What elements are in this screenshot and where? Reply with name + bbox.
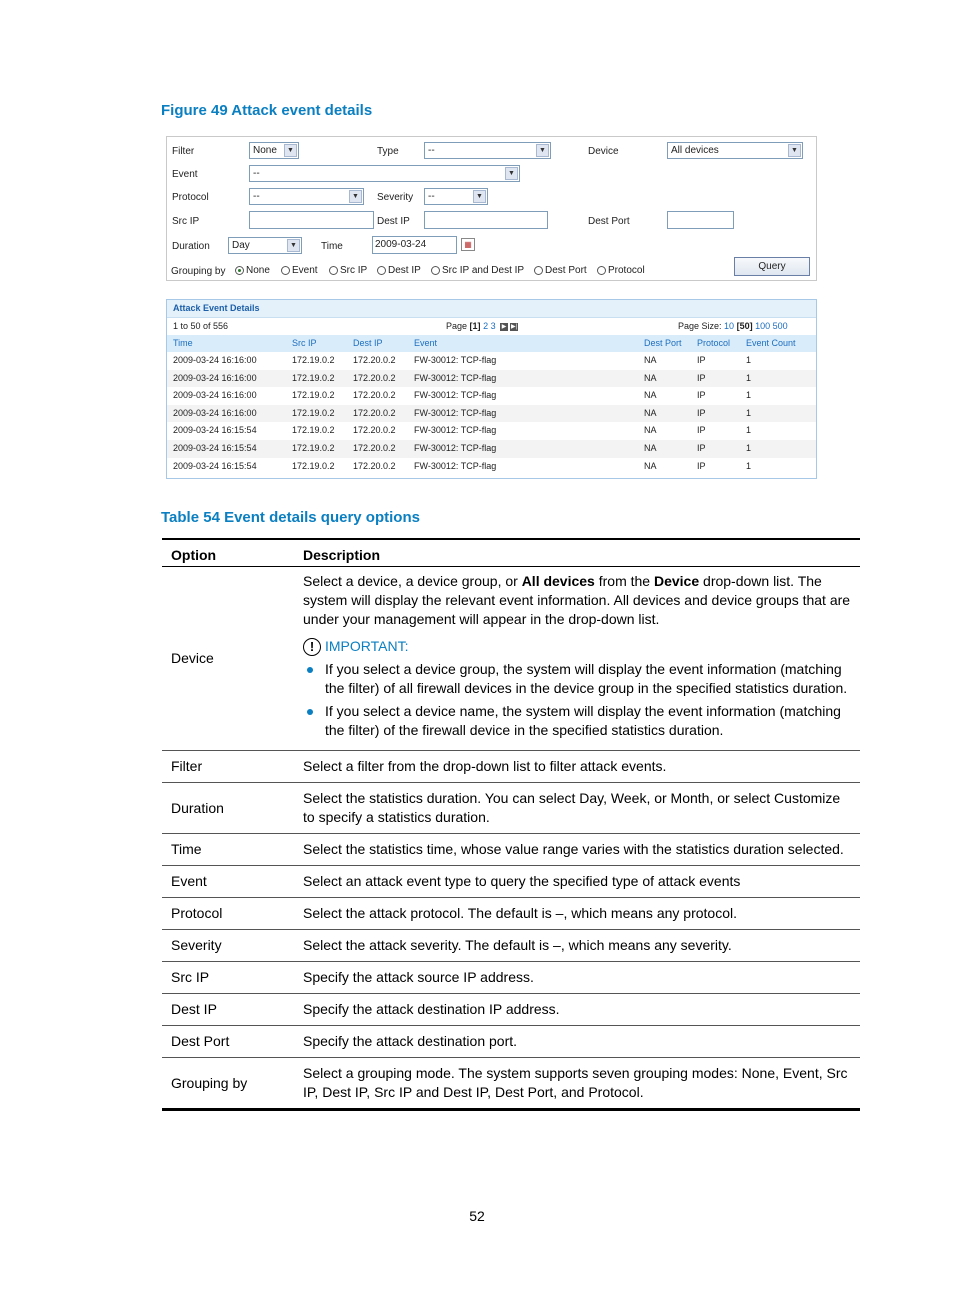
description-cell: Select an attack event type to query the specified type of attack events [294,866,860,898]
event-cell: 172.19.0.2 [292,372,335,383]
description-cell: Select the attack severity. The default is –, which means any severity. [294,930,860,962]
dest-ip-label: Dest IP [377,216,410,227]
desc-text: drop-down list. The system will display the relevant event information. All devices and device groups that are under your management will appear in the drop-down list. [303,573,851,627]
important-icon: ! [303,638,321,656]
next-page-icon[interactable]: ▶ [501,323,507,330]
protocol-select-value: -- [253,191,260,202]
dest-port-input[interactable] [667,211,734,229]
protocol-label: Protocol [172,192,209,203]
grouping-option-label: Event [292,265,318,276]
radio-icon [329,266,338,275]
event-cell: FW-30012: TCP-flag [414,460,497,471]
event-row [167,352,816,370]
option-cell: Src IP [162,962,294,994]
option-cell: Protocol [162,898,294,930]
event-select[interactable] [249,165,520,182]
chevron-down-icon: ▼ [505,167,518,180]
description-cell: Select the attack protocol. The default is –, which means any protocol. [294,898,860,930]
column-header[interactable]: Time [173,338,193,348]
grouping-radio-protocol[interactable] [597,265,645,276]
page-size-500[interactable]: 500 [772,321,788,331]
chevron-down-icon: ▼ [287,239,300,252]
dest-ip-input[interactable] [424,211,548,229]
important-label: IMPORTANT: [325,638,409,654]
description-cell: Select the statistics time, whose value range varies with the statistics duration selected. [294,834,860,866]
time-input[interactable]: 2009-03-24 [372,236,457,254]
table-caption: Table 54 Event details query options [161,509,420,526]
event-row [167,440,816,458]
pagination [446,318,518,335]
radio-icon [377,266,386,275]
column-header[interactable]: Event [414,338,438,348]
event-cell: 1 [746,425,752,436]
event-cell: 172.20.0.2 [353,372,396,383]
table-row [162,994,860,1026]
column-header[interactable]: Event Count [746,338,796,348]
page-current: [1] [469,321,481,331]
grouping-option-label: Src IP [340,265,368,276]
event-cell: FW-30012: TCP-flag [414,442,497,453]
grouping-option-label: Dest IP [388,265,421,276]
duration-label: Duration [172,241,210,252]
description-cell: Select the statistics duration. You can select Day, Week, or Month, or select Customize to specify a statistics duration. [294,783,860,834]
page-size-10[interactable]: 10 [724,321,735,331]
radio-icon [431,266,440,275]
table-row [162,898,860,930]
chevron-down-icon: ▼ [349,190,362,203]
grouping-radio-dest-ip[interactable] [377,265,421,276]
table-row [162,866,860,898]
event-cell: 172.20.0.2 [353,390,396,401]
last-page-icon[interactable]: ▶| [511,323,518,330]
src-ip-input[interactable] [249,211,374,229]
event-cell: FW-30012: TCP-flag [414,407,497,418]
event-cell: 2009-03-24 16:16:00 [173,407,257,418]
type-label: Type [377,146,399,157]
event-cell: 172.20.0.2 [353,442,396,453]
device-select[interactable] [667,142,803,159]
grouping-radio-src-ip[interactable] [329,265,367,276]
description-cell: Select a grouping mode. The system supports seven grouping modes: None, Event, Src IP, Dest IP, Src IP and Dest IP, Dest Port, and Protocol. [294,1058,860,1110]
desc-text: from the [594,573,654,589]
calendar-icon[interactable]: ▦ [461,238,475,251]
chevron-down-icon: ▼ [788,144,801,157]
description-cell: Select a filter from the drop-down list to filter attack events. [294,751,860,783]
figure-caption: Figure 49 Attack event details [161,102,373,119]
option-cell: Dest Port [162,1026,294,1058]
event-cell: IP [697,372,706,383]
event-cell: 1 [746,442,752,453]
table-row [162,1026,860,1058]
event-cell: 172.20.0.2 [353,425,396,436]
column-header[interactable]: Dest IP [353,338,383,348]
event-cell: 172.20.0.2 [353,460,396,471]
filter-panel [166,136,817,281]
option-cell: Event [162,866,294,898]
event-cell: FW-30012: TCP-flag [414,355,497,365]
event-cell: 172.20.0.2 [353,355,396,365]
type-select[interactable] [424,142,551,159]
radio-selected-icon [235,266,244,275]
header-description: Description [294,539,860,567]
src-ip-label: Src IP [172,216,200,227]
important-note [303,637,851,656]
range-text: 1 to 50 of 556 [173,321,229,331]
event-select-value: -- [253,168,260,179]
option-cell: Device [162,567,294,751]
event-cell: 172.19.0.2 [292,390,335,401]
grouping-option-label: None [246,265,270,276]
page-size-label: Page Size: [678,321,722,331]
bullet-item: If you select a device name, the system will display the event information (matching the filter) of the firewall device in the specified statistics duration. [325,702,851,740]
event-cell: 1 [746,407,752,418]
event-cell: IP [697,425,706,436]
event-row [167,370,816,388]
description-cell: Specify the attack source IP address. [294,962,860,994]
grouping-radio-none[interactable] [235,265,270,276]
attack-event-details-panel [166,299,817,479]
description-cell [294,567,860,751]
table-row [162,751,860,783]
event-cell: NA [644,425,657,436]
grouping-radio-dest-port[interactable] [534,265,587,276]
desc-bold: All devices [521,573,595,589]
grouping-label: Grouping by [171,266,226,277]
event-cell: IP [697,407,706,418]
option-cell: Severity [162,930,294,962]
chevron-down-icon: ▼ [473,190,486,203]
grouping-radio-src-and-dest-ip[interactable] [431,265,524,276]
severity-select[interactable] [424,188,488,205]
event-row [167,458,816,476]
dest-port-label: Dest Port [588,216,630,227]
event-cell: 172.20.0.2 [353,407,396,418]
option-cell: Time [162,834,294,866]
event-cell: 2009-03-24 16:15:54 [173,425,257,436]
event-cell: 1 [746,355,752,365]
event-cell: 172.19.0.2 [292,355,335,365]
radio-icon [281,266,290,275]
table-header-row [162,539,860,567]
event-cell: NA [644,372,657,383]
event-cell: 172.19.0.2 [292,425,335,436]
event-cell: 172.19.0.2 [292,460,335,471]
device-label: Device [588,146,619,157]
column-header[interactable]: Dest Port [644,338,682,348]
event-cell: FW-30012: TCP-flag [414,372,497,383]
event-cell: 1 [746,390,752,401]
filter-select[interactable] [249,142,299,159]
grouping-option-label: Dest Port [545,265,587,276]
option-cell: Dest IP [162,994,294,1026]
device-select-value: All devices [671,145,719,156]
option-cell: Filter [162,751,294,783]
option-cell: Grouping by [162,1058,294,1110]
event-label: Event [172,169,198,180]
event-cell: 2009-03-24 16:16:00 [173,355,257,365]
column-header[interactable]: Protocol [697,338,731,348]
event-row [167,422,816,440]
page-links[interactable]: 2 3 [483,321,496,331]
desc-text: Select a device, a device group, or [303,573,522,589]
event-cell: 172.19.0.2 [292,407,335,418]
event-cell: 172.19.0.2 [292,442,335,453]
grouping-option-label: Src IP and Dest IP [442,265,525,276]
event-row [167,387,816,405]
duration-select[interactable] [228,237,302,254]
event-cell: 2009-03-24 16:15:54 [173,460,257,471]
device-description [303,572,851,629]
description-cell: Specify the attack destination port. [294,1026,860,1058]
event-cell: IP [697,390,706,401]
event-cell: IP [697,442,706,453]
desc-bold: Device [653,573,700,589]
event-cell: 2009-03-24 16:16:00 [173,390,257,401]
option-cell: Duration [162,783,294,834]
query-options-table [162,538,860,1111]
time-label: Time [321,241,343,252]
severity-label: Severity [377,192,414,203]
event-cell: FW-30012: TCP-flag [414,390,497,401]
table-row [162,834,860,866]
protocol-select[interactable] [249,188,364,205]
event-cell: FW-30012: TCP-flag [414,425,497,436]
description-cell: Specify the attack destination IP address. [294,994,860,1026]
event-cell: NA [644,355,657,365]
table-row [162,783,860,834]
radio-icon [597,266,606,275]
page-size-100[interactable]: 100 [755,321,771,331]
page-label: Page [446,321,468,331]
grouping-radio-event[interactable] [281,265,318,276]
filter-select-value: None [253,145,277,156]
event-row [167,405,816,423]
event-cell: 1 [746,460,752,471]
page-size-50: [50] [736,321,753,331]
table-row [162,962,860,994]
table-row [162,1058,860,1110]
event-cell: NA [644,460,657,471]
table-row [162,930,860,962]
query-button[interactable]: Query [734,257,810,276]
event-cell: 2009-03-24 16:15:54 [173,442,257,453]
event-cell: 2009-03-24 16:16:00 [173,372,257,383]
table-row [162,567,860,751]
header-option: Option [162,539,294,567]
type-select-value: -- [428,145,435,156]
event-cell: NA [644,407,657,418]
page-size [678,318,788,335]
details-header-row [167,335,816,352]
event-cell: IP [697,355,706,365]
event-cell: NA [644,390,657,401]
details-title: Attack Event Details [167,300,816,318]
important-bullets [303,660,851,740]
duration-select-value: Day [232,240,250,251]
page-number: 52 [469,1208,485,1224]
bullet-item: If you select a device group, the system will display the event information (matching the filter) of all firewall devices in the device group in the specified statistics duration. [325,660,851,698]
grouping-option-label: Protocol [608,265,645,276]
event-cell: NA [644,442,657,453]
chevron-down-icon: ▼ [284,144,297,157]
filter-label: Filter [172,146,195,157]
event-cell: IP [697,460,706,471]
column-header[interactable]: Src IP [292,338,317,348]
chevron-down-icon: ▼ [536,144,549,157]
details-rows [167,352,816,475]
severity-select-value: -- [428,191,435,202]
radio-icon [534,266,543,275]
event-cell: 1 [746,372,752,383]
pager-row [167,318,816,335]
